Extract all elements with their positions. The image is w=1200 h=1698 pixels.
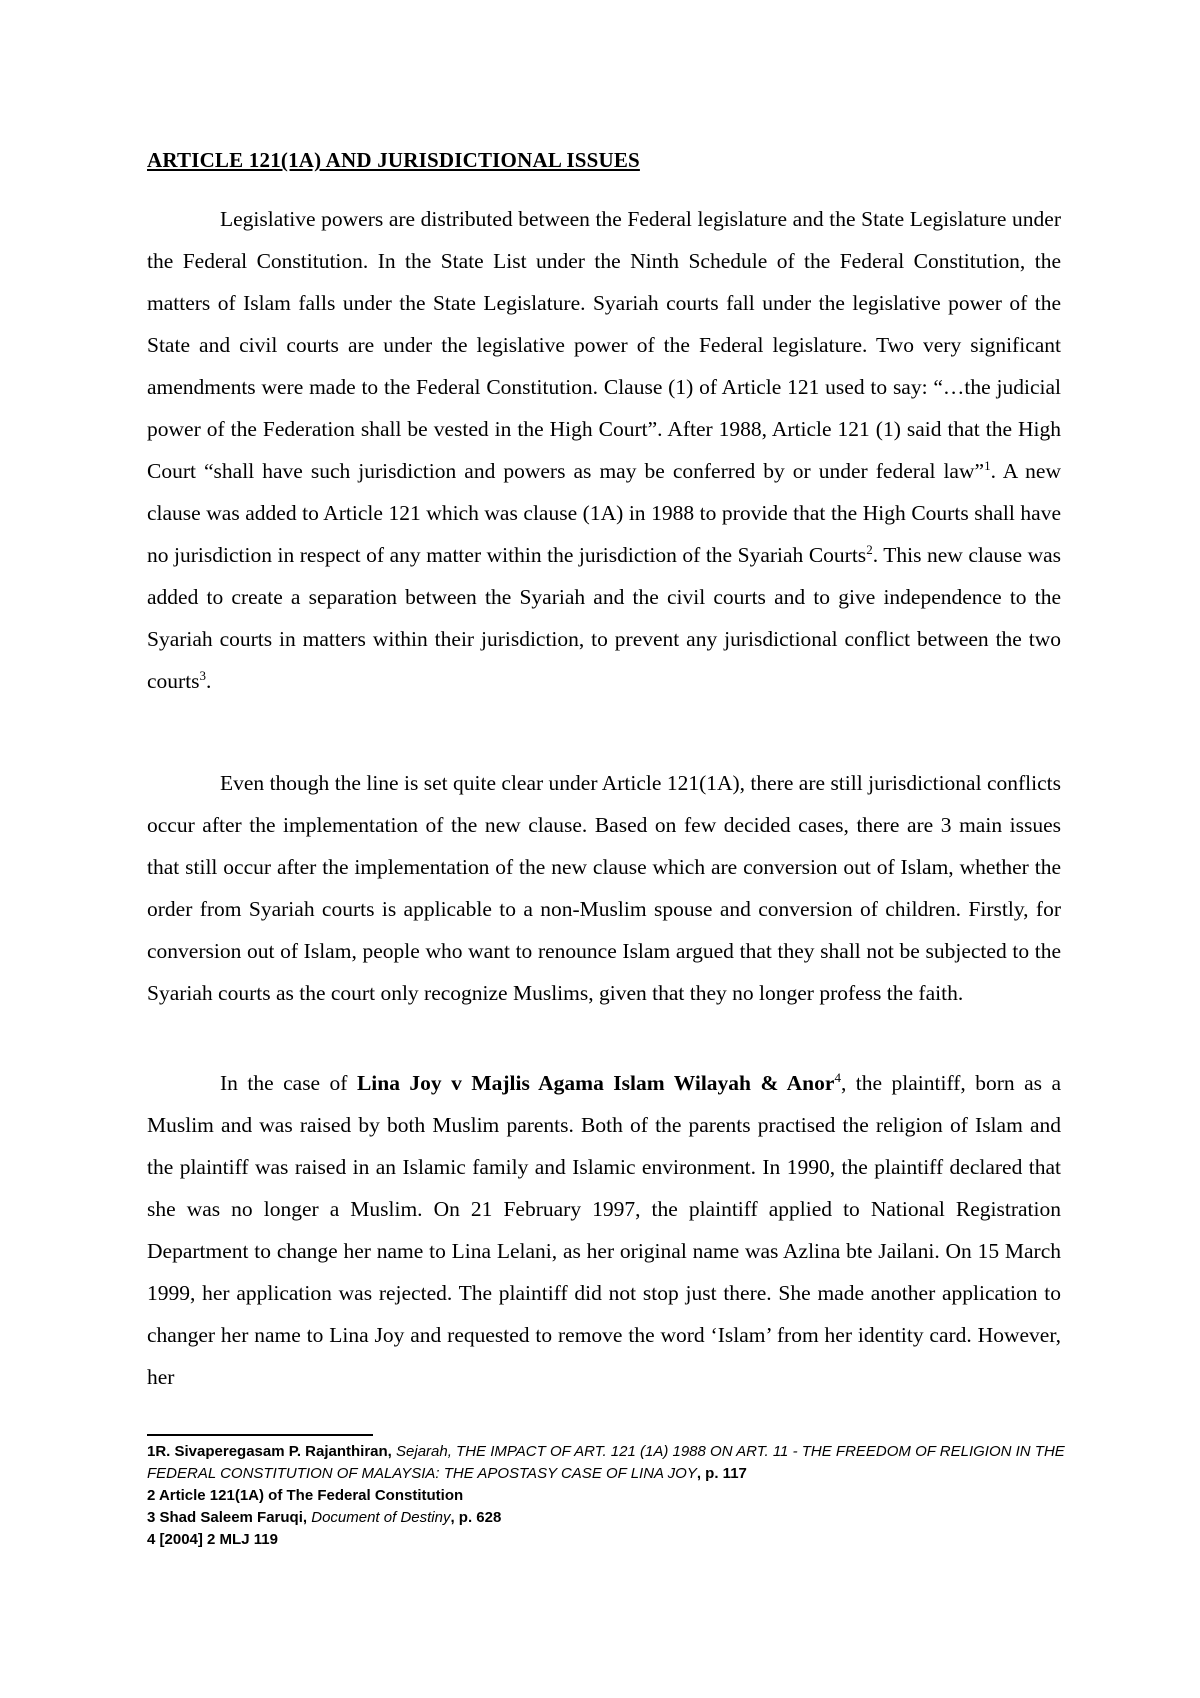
- footnote-3: 3 Shad Saleem Faruqi, Document of Destiny, p. 628: [147, 1509, 502, 1526]
- paragraph-1-text-c: . This new clause was added to create a separation between the Syariah and the civil courts and to give independence to the Syariah courts in matters within their jurisdiction, to prevent any jurisdictional conflict between the two courts: [147, 543, 1062, 693]
- paragraph-3-text-a: In the case of: [220, 1071, 357, 1095]
- footnote-4: 4 [2004] 2 MLJ 119: [147, 1531, 278, 1548]
- section-heading: ARTICLE 121(1A) AND JURISDICTIONAL ISSUES: [147, 148, 640, 172]
- case-name: Lina Joy v Majlis Agama Islam Wilayah & Anor: [356, 1071, 835, 1095]
- footnote-ref-3[interactable]: 3: [199, 667, 207, 683]
- paragraph-1-text-a: Legislative powers are distributed between the Federal legislature and the State Legislature under the Federal Constitution. In the State List under the Ninth Schedule of the Federal Constitution, the matters of Islam falls under the State Legislature. Syariah courts fall under the legislative power of the State and civil courts are under the legislative power of the Federal legislature. Two very significant amendments were made to the Federal Constitution. Clause (1) of Article 121 used to say: “…the judicial power of the Federation shall be vested in the High Court”. After 1988, Article 121 (1) said that the High Court “shall have such jurisdiction and powers as may be conferred by or under federal law”: [147, 207, 1061, 483]
- footnote-2: 2 Article 121(1A) of The Federal Constitution: [147, 1487, 464, 1504]
- paragraph-1-text-d: .: [206, 669, 212, 693]
- footnote-1: 1R. Sivaperegasam P. Rajanthiran, Sejarah, THE IMPACT OF ART. 121 (1A) 1988 ON ART. 11 - THE FREEDOM OF RELIGION IN THE FEDERAL CONSTITUTION OF MALAYSIA: THE APOSTASY CASE OF LINA JOY, p. 117: [147, 1443, 1065, 1482]
- paragraph-1: [147, 198, 1061, 702]
- paragraph-1-text-b: . A new clause was added to Article 121 which was clause (1A) in 1988 to provide that the High Courts shall have no jurisdiction in respect of any matter within the jurisdiction of the Syariah Courts: [147, 459, 1061, 567]
- paragraph-2: [147, 762, 1061, 1014]
- paragraph-3-text-b: , the plaintiff, born as a Muslim and was raised by both Muslim parents. Both of the parents practised the religion of Islam and the plaintiff was raised in an Islamic family and Islamic environment. In 1990, the plaintiff declared that she was no longer a Muslim. On 21 February 1997, the plaintiff applied to National Registration Department to change her name to Lina Lelani, as her original name was Azlina bte Jailani. On 15 March 1999, her application was rejected. The plaintiff did not stop just there. She made another application to changer her name to Lina Joy and requested to remove the word ‘Islam’ from her identity card. However, her: [147, 1071, 1061, 1389]
- footnote-ref-1[interactable]: 1: [984, 457, 991, 473]
- footnote-separator: [147, 1434, 373, 1436]
- paragraph-2-text: Even though the line is set quite clear under Article 121(1A), there are still jurisdictional conflicts occur after the implementation of the new clause. Based on few decided cases, there are 3 main issues that still occur after the implementation of the new clause which are conversion out of Islam, whether the order from Syariah courts is applicable to a non-Muslim spouse and conversion of children. Firstly, for conversion out of Islam, people who want to renounce Islam argued that they shall not be subjected to the Syariah courts as the court only recognize Muslims, given that they no longer profess the faith.: [147, 771, 1061, 1005]
- footnotes: [147, 1441, 1067, 1551]
- footnote-ref-4[interactable]: 4: [834, 1069, 841, 1085]
- footnote-ref-2[interactable]: 2: [866, 541, 873, 557]
- paragraph-3: [147, 1062, 1061, 1398]
